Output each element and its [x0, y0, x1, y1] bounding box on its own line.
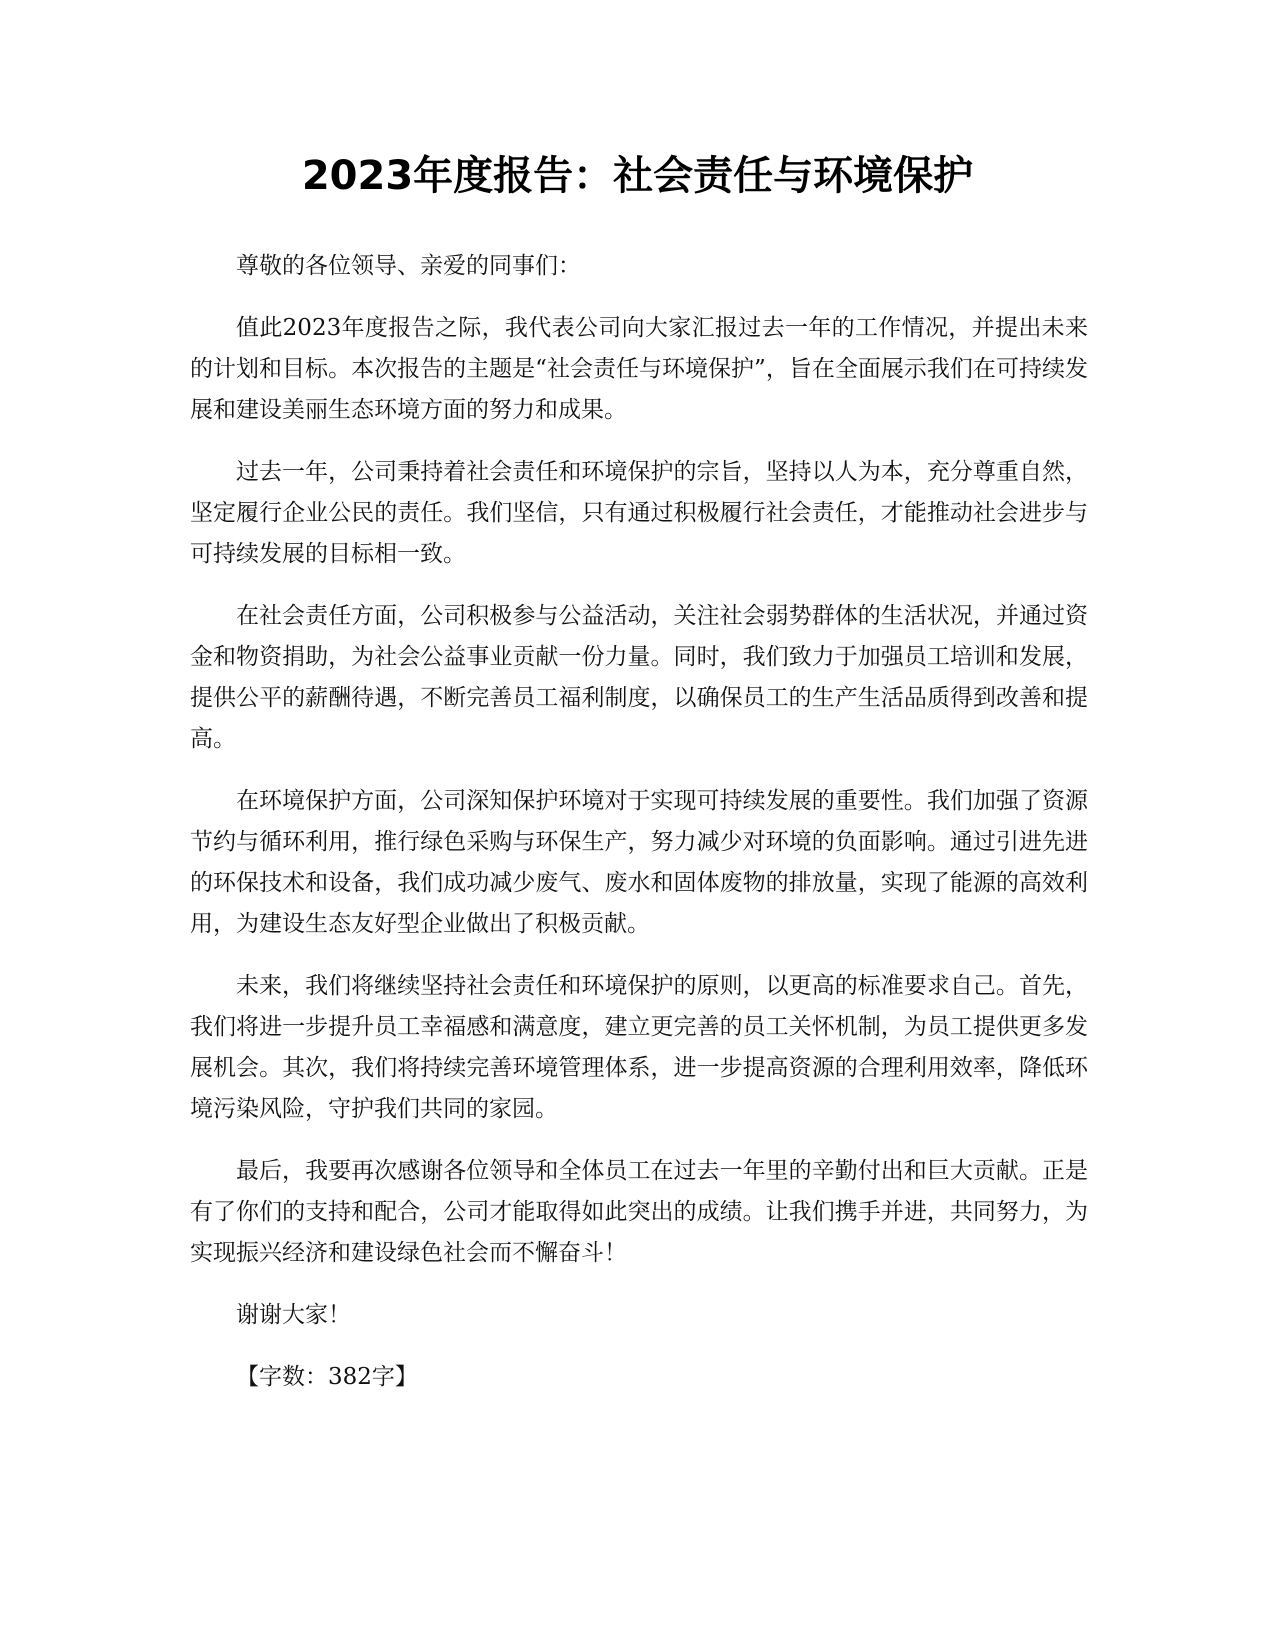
thanks-paragraph: 谢谢大家！ — [236, 1302, 351, 1328]
salutation-paragraph: 尊敬的各位领导、亲爱的同事们： — [236, 253, 581, 279]
environmental-protection-paragraph: 在环境保护方面，公司深知保护环境对于实现可持续发展的重要性。我们加强了资源节约与循环利用，推行绿色采购与环保生产，努力减少对环境的负面影响。通过引进先进的环保技术和设备，我们成功减少废气、废水和固体废物的排放量，实现了能源的高效利用，为建设生态友好型企业做出了积极贡献。 — [190, 788, 1088, 937]
document-body — [190, 246, 1088, 1419]
future-plan-paragraph: 未来，我们将继续坚持社会责任和环境保护的原则，以更高的标准要求自己。首先，我们将进一步提升员工幸福感和满意度，建立更完善的员工关怀机制，为员工提供更多发展机会。其次，我们将持续完善环境管理体系，进一步提高资源的合理利用效率，降低环境污染风险，守护我们共同的家园。 — [190, 973, 1088, 1122]
intro-paragraph: 值此2023年度报告之际，我代表公司向大家汇报过去一年的工作情况，并提出未来的计划和目标。本次报告的主题是“社会责任与环境保护”，旨在全面展示我们在可持续发展和建设美丽生态环境方面的努力和成果。 — [190, 315, 1088, 423]
closing-paragraph: 最后，我要再次感谢各位领导和全体员工在过去一年里的辛勤付出和巨大贡献。正是有了你们的支持和配合，公司才能取得如此突出的成绩。让我们携手并进，共同努力，为实现振兴经济和建设绿色社会而不懈奋斗！ — [190, 1158, 1088, 1266]
document-title: 2023年度报告：社会责任与环境保护 — [301, 153, 974, 199]
social-responsibility-paragraph: 在社会责任方面，公司积极参与公益活动，关注社会弱势群体的生活状况，并通过资金和物资捐助，为社会公益事业贡献一份力量。同时，我们致力于加强员工培训和发展，提供公平的薪酬待遇，不断完善员工福利制度，以确保员工的生产生活品质得到改善和提高。 — [190, 603, 1088, 752]
review-paragraph: 过去一年，公司秉持着社会责任和环境保护的宗旨，坚持以人为本，充分尊重自然，坚定履行企业公民的责任。我们坚信，只有通过积极履行社会责任，才能推动社会进步与可持续发展的目标相一致。 — [190, 459, 1088, 567]
word-count-note: 【字数：382字】 — [236, 1364, 418, 1390]
